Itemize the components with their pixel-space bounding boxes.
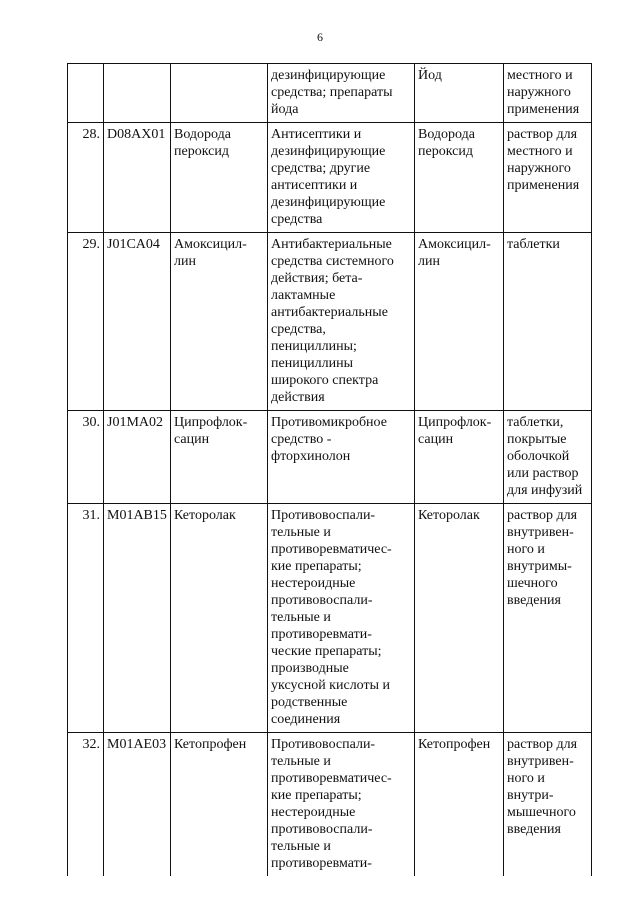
atc-code: J01MA02 xyxy=(104,411,171,504)
pharmacological-group: Противовоспали- тельные и противоревматичес- кие препараты; нестероидные противовоспали- тельные и противоревмати- xyxy=(268,733,415,877)
table-row xyxy=(68,733,592,877)
drug-name: Амоксицил- лин xyxy=(171,233,268,411)
dosage-form: раствор для внутривен- ного и внутримы- шечного введения xyxy=(504,504,592,733)
table-row xyxy=(68,233,592,411)
table-row xyxy=(68,64,592,123)
pharmacological-group: Антисептики и дезинфицирующие средства; другие антисептики и дезинфицирующие средства xyxy=(268,123,415,233)
atc-code xyxy=(104,64,171,123)
row-number xyxy=(68,64,104,123)
page-number: 6 xyxy=(317,30,323,44)
atc-code: J01CA04 xyxy=(104,233,171,411)
atc-code: M01AB15 xyxy=(104,504,171,733)
inn-name: Йод xyxy=(415,64,504,123)
drug-name xyxy=(171,64,268,123)
table-row xyxy=(68,504,592,733)
drug-name: Кетопрофен xyxy=(171,733,268,877)
pharmacological-group: дезинфицирующие средства; препараты йода xyxy=(268,64,415,123)
dosage-form: местного и наружного применения xyxy=(504,64,592,123)
table-row xyxy=(68,123,592,233)
row-number: 29. xyxy=(68,233,104,411)
atc-code: D08AX01 xyxy=(104,123,171,233)
row-number: 31. xyxy=(68,504,104,733)
table-row xyxy=(68,411,592,504)
dosage-form: таблетки xyxy=(504,233,592,411)
row-number: 30. xyxy=(68,411,104,504)
drug-name: Кеторолак xyxy=(171,504,268,733)
inn-name: Водорода пероксид xyxy=(415,123,504,233)
inn-name: Амоксицил- лин xyxy=(415,233,504,411)
inn-name: Кеторолак xyxy=(415,504,504,733)
dosage-form: раствор для внутривен- ного и внутри- мышечного введения xyxy=(504,733,592,877)
row-number: 32. xyxy=(68,733,104,877)
drug-table xyxy=(67,63,592,876)
inn-name: Ципрофлок- сацин xyxy=(415,411,504,504)
drug-name: Водорода пероксид xyxy=(171,123,268,233)
pharmacological-group: Противовоспали- тельные и противоревматичес- кие препараты; нестероидные противовоспали- тельные и противоревмати- ческие препараты; производные уксусной кислоты и родственные соединения xyxy=(268,504,415,733)
inn-name: Кетопрофен xyxy=(415,733,504,877)
pharmacological-group: Противомикробное средство - фторхинолон xyxy=(268,411,415,504)
atc-code: M01AE03 xyxy=(104,733,171,877)
dosage-form: раствор для местного и наружного применения xyxy=(504,123,592,233)
row-number: 28. xyxy=(68,123,104,233)
dosage-form: таблетки, покрытые оболочкой или раствор для инфузий xyxy=(504,411,592,504)
drug-name: Ципрофлок- сацин xyxy=(171,411,268,504)
pharmacological-group: Антибактериальные средства системного действия; бета- лактамные антибактериальные средства, пенициллины; пенициллины широкого спектра действия xyxy=(268,233,415,411)
